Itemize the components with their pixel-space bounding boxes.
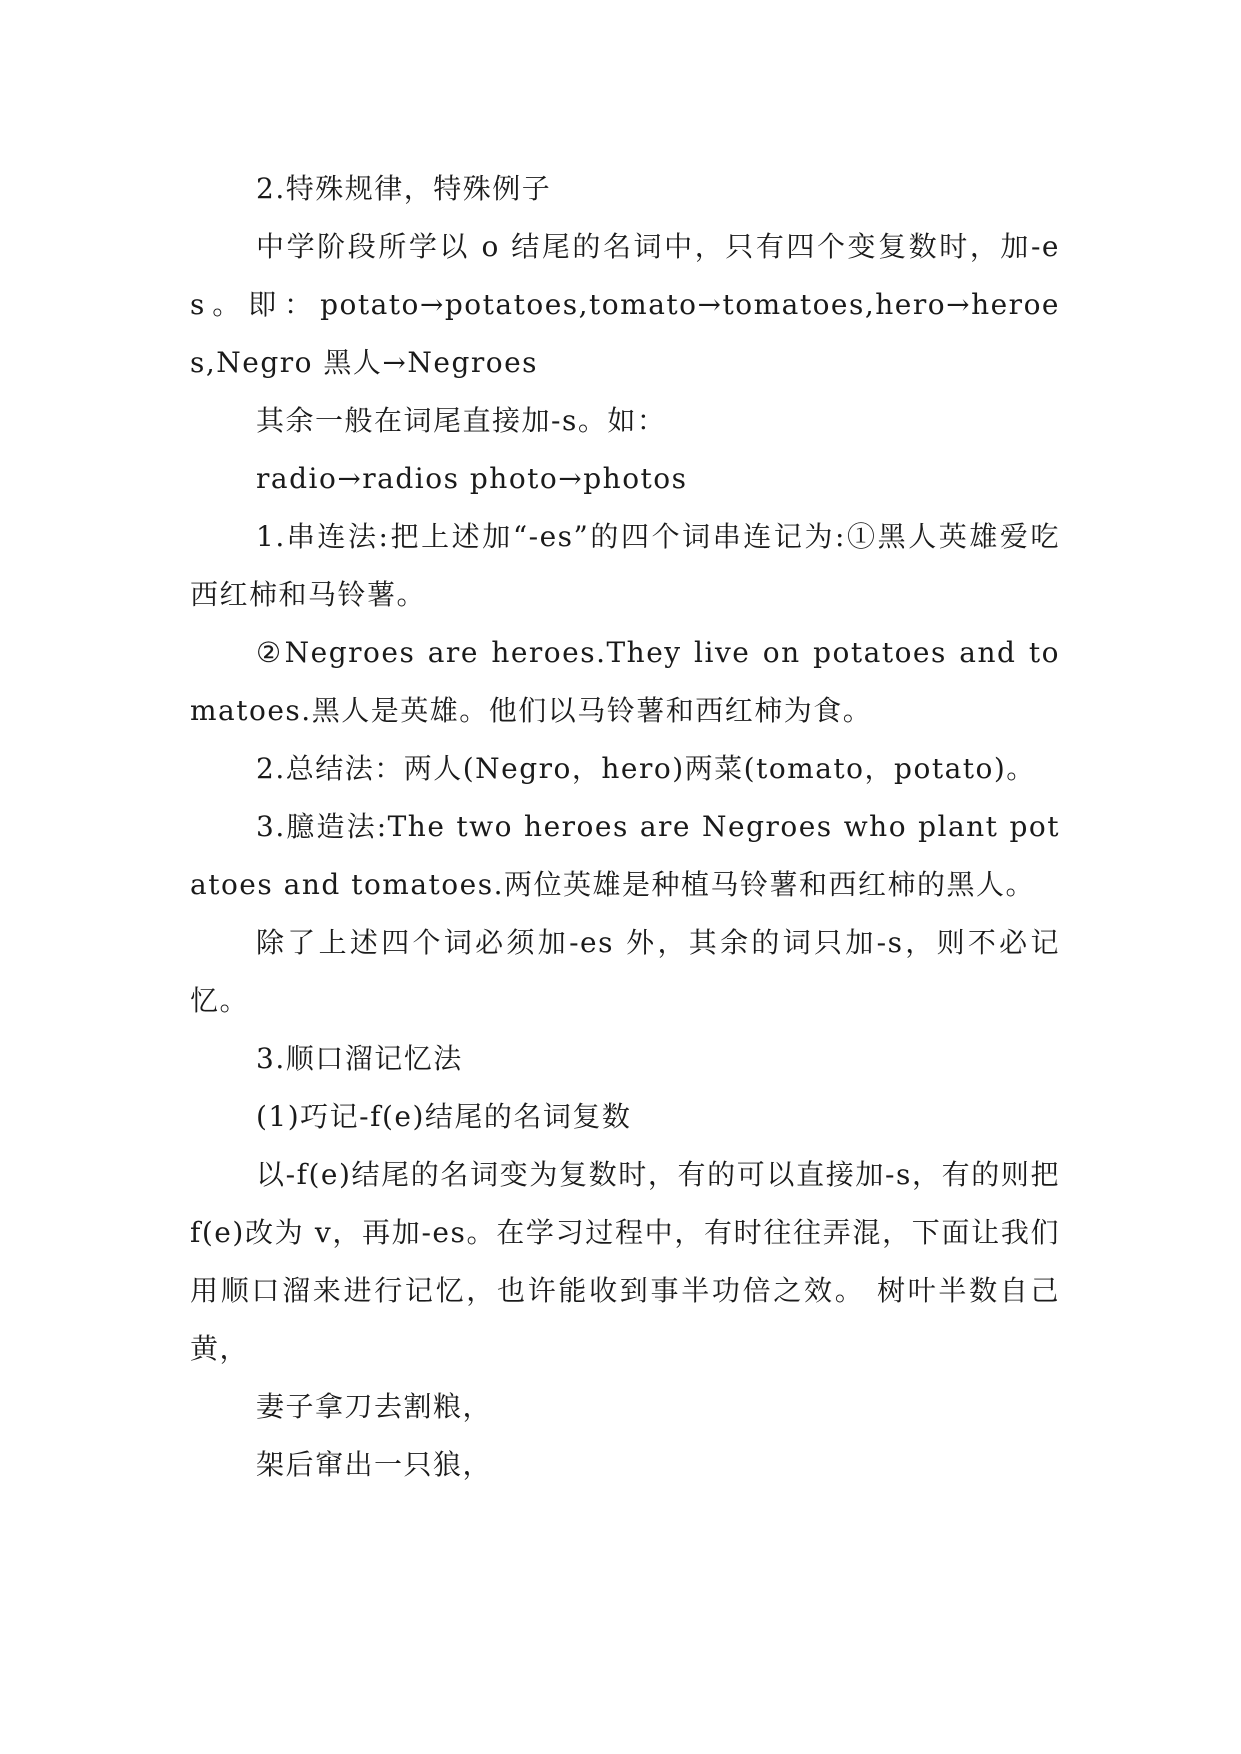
subheading-rhyme-method: 3.顺口溜记忆法: [256, 1042, 463, 1075]
rhyme-line-2: 妻子拿刀去割粮，: [256, 1390, 493, 1423]
paragraph-examples: radio→radios photo→photos: [256, 462, 688, 495]
paragraph-general-rule: 其余一般在词尾直接加-s。如：: [256, 404, 667, 437]
rhyme-line-3: 架后窜出一只狼，: [256, 1448, 493, 1481]
paragraph-fe-rule: 以-f(e)结尾的名词变为复数时，有的可以直接加-s，有的则把 f(e)改为 v，再加-es。在学习过程中，有时往往弄混，下面让我们用顺口溜来进行记忆，也许能收到事半功倍之效。 树叶半数自己黄，: [190, 1158, 1060, 1365]
paragraph-o-ending-rule: 中学阶段所学以 o 结尾的名词中，只有四个变复数时，加-es。即：potato→potatoes,tomato→tomatoes,hero→heroes,Negro 黑人→Negroes: [190, 230, 1060, 379]
paragraph-method-summary: 2.总结法：两人(Negro，hero)两菜(tomato，potato)。: [256, 752, 1036, 785]
paragraph-chain-sentence: ②Negroes are heroes.They live on potatoes and tomatoes.黑人是英雄。他们以马铃薯和西红柿为食。: [190, 636, 1060, 727]
subheading-fe-plural: (1)巧记-f(e)结尾的名词复数: [256, 1100, 632, 1133]
document-body: [190, 160, 1060, 1494]
subheading-special-rules: 2.特殊规律，特殊例子: [256, 172, 552, 205]
paragraph-method-chain: 1.串连法:把上述加“-es”的四个词串连记为:①黑人英雄爱吃西红柿和马铃薯。: [190, 520, 1060, 611]
paragraph-method-invent: 3.臆造法:The two heroes are Negroes who plant potatoes and tomatoes.两位英雄是种植马铃薯和西红柿的黑人。: [190, 810, 1060, 901]
paragraph-remaining-words: 除了上述四个词必须加-es 外，其余的词只加-s，则不必记忆。: [190, 926, 1060, 1017]
